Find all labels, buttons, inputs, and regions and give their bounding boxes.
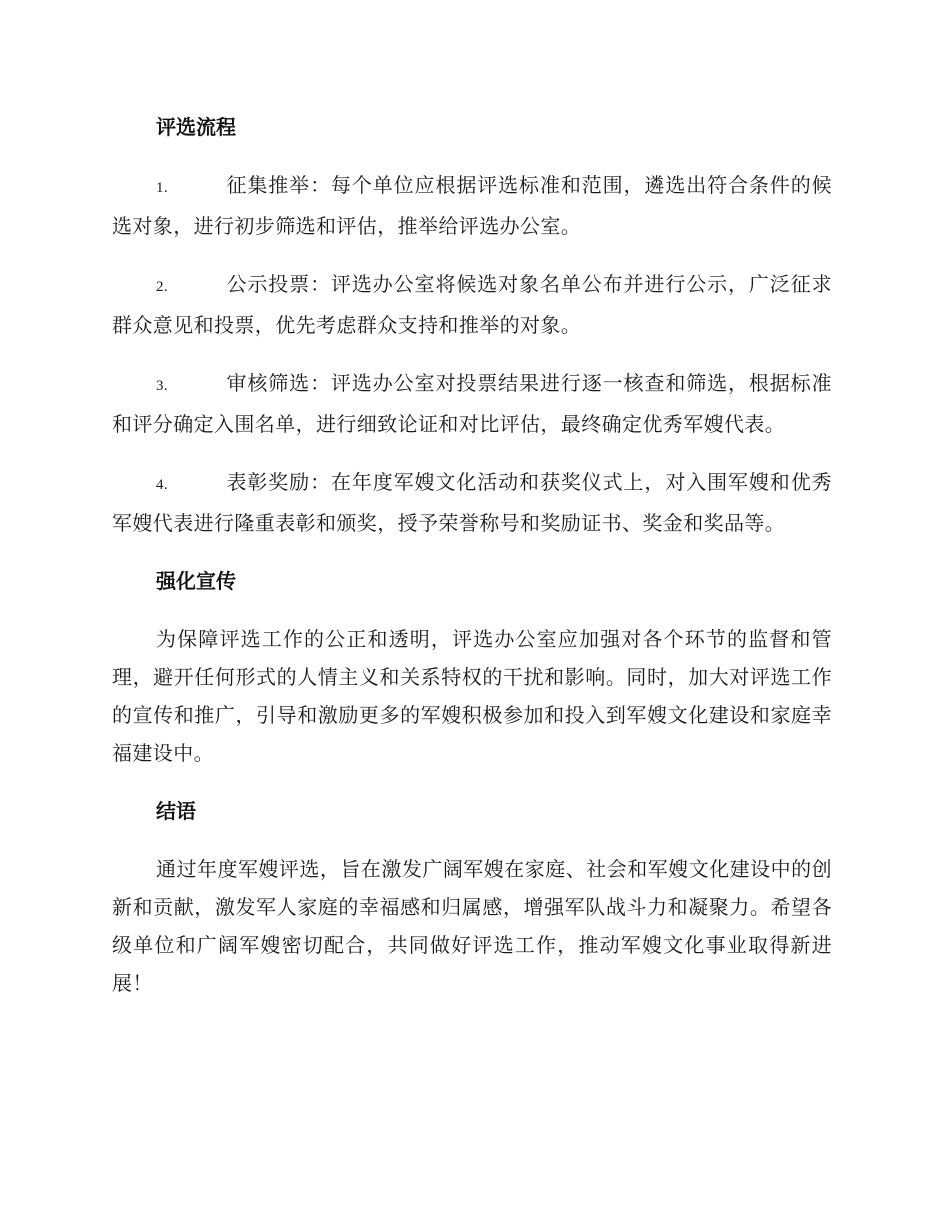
list-item-text: 审核筛选：评选办公室对投票结果进行逐一核查和筛选，根据标准和评分确定入围名单，进行细致论证和对比评估，最终确定优秀军嫂代表。 xyxy=(112,371,832,436)
list-item-text: 征集推举：每个单位应根据评选标准和范围，遴选出符合条件的候选对象，进行初步筛选和评估，推举给评选办公室。 xyxy=(112,173,832,238)
list-item xyxy=(112,265,832,344)
section-heading-publicity: 强化宣传 xyxy=(156,569,236,593)
list-item xyxy=(112,166,832,245)
list-number: 2. xyxy=(156,279,169,295)
document-body xyxy=(112,108,832,1022)
list-number: 1. xyxy=(156,180,169,196)
list-item-text: 表彰奖励：在年度军嫂文化活动和获奖仪式上，对入围军嫂和优秀军嫂代表进行隆重表彰和颁奖，授予荣誉称号和奖励证书、奖金和奖品等。 xyxy=(112,470,832,535)
section-heading-conclusion: 结语 xyxy=(156,799,196,823)
list-item xyxy=(112,463,832,542)
section-heading-selection-process: 评选流程 xyxy=(156,115,236,139)
publicity-paragraph: 为保障评选工作的公正和透明，评选办公室应加强对各个环节的监督和管理，避开任何形式的人情主义和关系特权的干扰和影响。同时，加大对评选工作的宣传和推广，引导和激励更多的军嫂积极参加和投入到军嫂文化建设和家庭幸福建设中。 xyxy=(112,627,832,765)
list-item xyxy=(112,364,832,443)
list-item-text: 公示投票：评选办公室将候选对象名单公布并进行公示，广泛征求群众意见和投票，优先考虑群众支持和推举的对象。 xyxy=(112,272,832,337)
list-number: 3. xyxy=(156,378,169,394)
conclusion-paragraph: 通过年度军嫂评选，旨在激发广阔军嫂在家庭、社会和军嫂文化建设中的创新和贡献，激发军人家庭的幸福感和归属感，增强军队战斗力和凝聚力。希望各级单位和广阔军嫂密切配合，共同做好评选工作，推动军嫂文化事业取得新进展！ xyxy=(112,857,832,995)
list-number: 4. xyxy=(156,477,169,493)
